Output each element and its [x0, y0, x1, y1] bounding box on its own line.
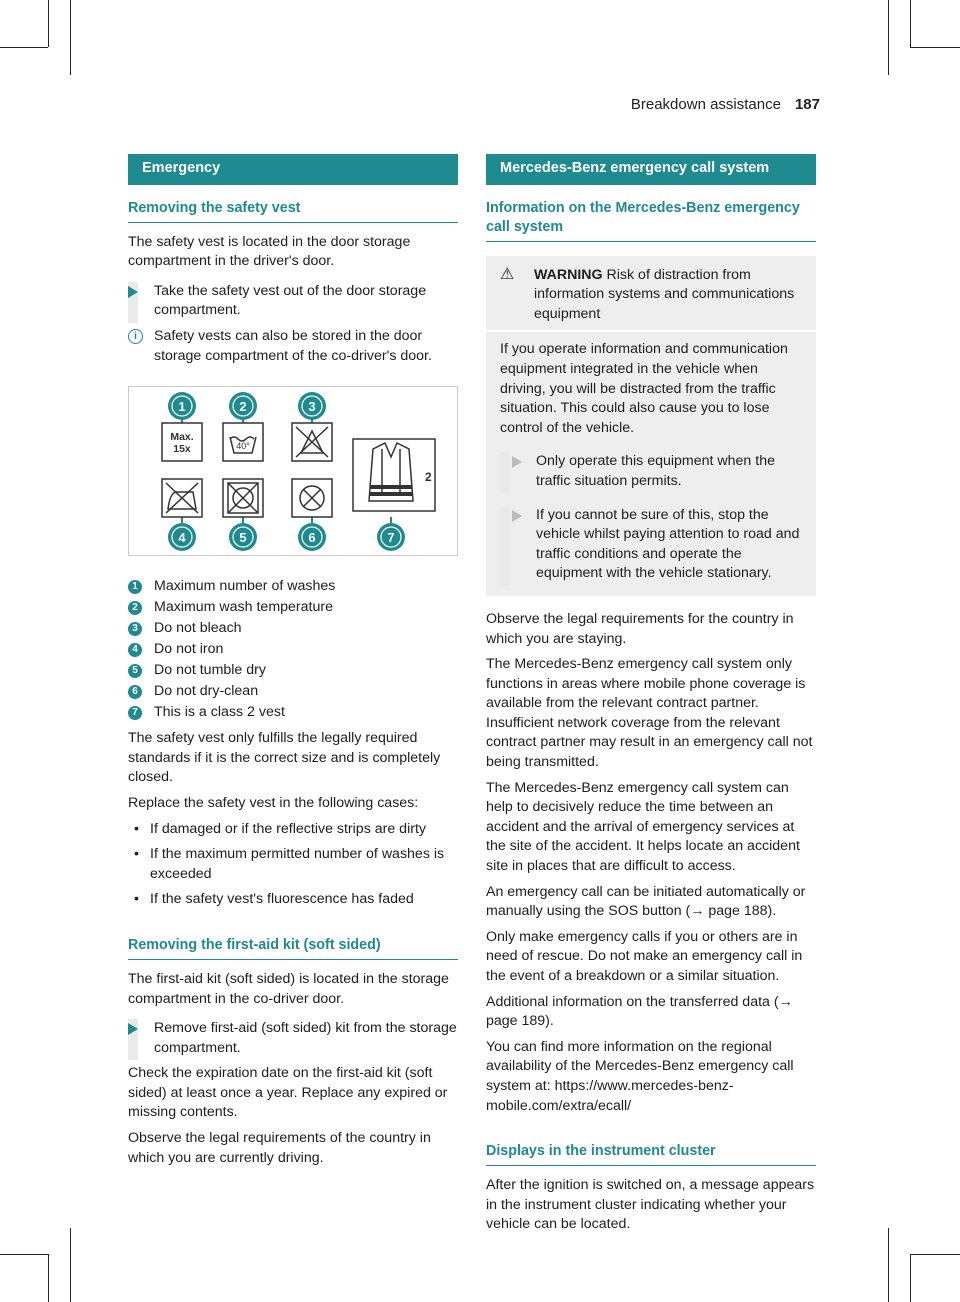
temp-label: 40°: [236, 441, 250, 452]
no-dry-clean-symbol: [292, 479, 332, 517]
paragraph: The Mercedes-Benz emergency call system can help to decisively reduce the time between an accident and the arrival of emergency services at the site of the accident. It helps locate an accident site in places that are difficult to access.: [486, 779, 800, 875]
no-bleach-symbol: [292, 423, 332, 461]
callout-6: [298, 523, 326, 551]
arrow-icon: [512, 510, 522, 522]
section-bar-emergency: Emergency: [128, 154, 458, 185]
warning-title: Risk of distraction from information systems and communications equipment: [534, 266, 795, 322]
svg-text:5: 5: [239, 530, 247, 546]
care-label-figure: [128, 386, 458, 556]
legend-item: 3 Do not bleach: [128, 618, 458, 639]
svg-text:1: 1: [178, 399, 186, 415]
crop-mark: [48, 1254, 49, 1302]
page-number: 187: [794, 96, 820, 113]
warning-step: If you cannot be sure of this, stop the vehicle whilst paying attention to road and traffic conditions and operate the equipment with the vehicle stationary.: [500, 506, 804, 584]
instruction-step: Remove first-aid (soft sided) kit from the storage compartment.: [128, 1019, 458, 1058]
callout-5: [229, 523, 257, 551]
list-item: • If damaged or if the reflective strips are dirty: [128, 820, 458, 840]
crop-mark: [910, 1254, 911, 1302]
no-tumble-dry-symbol: [223, 479, 263, 517]
paragraph: The safety vest only fulfills the legally required standards if it is the correct size and is completely closed.: [128, 730, 441, 786]
left-column: [128, 154, 458, 1168]
instruction-step: Take the safety vest out of the door storage compartment.: [128, 282, 458, 321]
warning-label: WARNING: [534, 266, 603, 283]
crop-mark: [910, 1254, 960, 1255]
warning-body: If you operate information and communication equipment integrated in the vehicle when driving, you will be distracted from the traffic situation. This could also cause you to lose control of the vehicle.: [500, 341, 788, 436]
svg-text:7: 7: [387, 530, 395, 546]
list-item: • If the maximum permitted number of washes is exceeded: [128, 845, 458, 884]
callout-1: [168, 392, 196, 420]
heading-instrument-cluster: Displays in the instrument cluster: [486, 1142, 816, 1166]
paragraph: You can find more information on the regional availability of the Mercedes-Benz emergency call system at: https://www.mercedes-benz-mobile.com/extra/ecall/: [486, 1038, 794, 1114]
crop-mark: [888, 1228, 889, 1302]
warning-step: Only operate this equipment when the traffic situation permits.: [500, 452, 804, 491]
paragraph: The Mercedes-Benz emergency call system only functions in areas where mobile phone coverage is available from the relevant contract partner. Insufficient network coverage from the relevant contract partner may result in an emergency call not being transmitted.: [486, 656, 813, 771]
crop-mark: [70, 0, 71, 75]
crop-mark: [910, 0, 911, 47]
warning-icon: ⚠: [500, 265, 515, 283]
page-header: [631, 96, 820, 113]
arrow-icon: [128, 286, 138, 298]
info-icon: i: [128, 329, 143, 344]
legend-item: 2 Maximum wash temperature: [128, 597, 458, 618]
svg-text:6: 6: [308, 530, 316, 546]
section-title: Breakdown assistance: [630, 96, 781, 113]
legend-item: 1 Maximum number of washes: [128, 576, 458, 597]
washes-label: 15x: [173, 443, 191, 456]
max-label: Max.: [170, 431, 194, 444]
crop-mark: [0, 47, 48, 48]
class-2-vest-symbol: [353, 439, 435, 511]
paragraph: Replace the safety vest in the following cases:: [128, 794, 419, 811]
svg-text:3: 3: [308, 399, 316, 415]
arrow-icon: [128, 1023, 138, 1035]
paragraph: Check the expiration date on the first-aid kit (soft sided) at least once a year. Replace any expired or missing contents.: [128, 1065, 448, 1121]
class-label: 2: [425, 470, 432, 485]
warning-box: [486, 256, 816, 596]
paragraph: The safety vest is located in the door storage compartment in the driver's door.: [128, 233, 411, 270]
legend-item: 7 This is a class 2 vest: [128, 702, 458, 723]
legend-list: [128, 576, 458, 723]
list-item: • If the safety vest's fluorescence has faded: [128, 890, 458, 910]
callout-7: [377, 523, 405, 551]
crop-mark: [48, 0, 49, 47]
legend-item: 6 Do not dry-clean: [128, 681, 458, 702]
section-bar-emergency-call: Mercedes-Benz emergency call system: [486, 154, 816, 185]
heading-first-aid-kit: Removing the first-aid kit (soft sided): [128, 936, 458, 960]
legend-item: 4 Do not iron: [128, 639, 458, 660]
paragraph: Additional information on the transferred data (→ page 189).: [486, 993, 793, 1030]
paragraph: After the ignition is switched on, a message appears in the instrument cluster indicating whether your vehicle can be located.: [486, 1177, 815, 1233]
paragraph: Observe the legal requirements for the country in which you are staying.: [486, 610, 794, 647]
callout-2: [229, 392, 257, 420]
heading-emergency-call-info: Information on the Mercedes-Benz emergency call system: [486, 199, 816, 242]
paragraph: An emergency call can be initiated automatically or manually using the SOS button (→ page 188).: [486, 883, 806, 920]
no-iron-symbol: [162, 479, 202, 517]
svg-text:4: 4: [178, 530, 186, 546]
paragraph: Observe the legal requirements of the country in which you are currently driving.: [128, 1130, 431, 1166]
crop-mark: [0, 1254, 48, 1255]
callout-3: [298, 392, 326, 420]
heading-removing-safety-vest: Removing the safety vest: [128, 199, 458, 223]
svg-text:2: 2: [239, 399, 247, 415]
crop-mark: [888, 0, 889, 75]
info-note: i Safety vests can also be stored in the door storage compartment of the co-driver's door.: [128, 327, 458, 366]
right-column: [486, 154, 816, 1235]
legend-item: 5 Do not tumble dry: [128, 660, 458, 681]
crop-mark: [910, 47, 960, 48]
callout-4: [168, 523, 196, 551]
crop-mark: [70, 1228, 71, 1302]
care-label-illustration: [129, 387, 459, 555]
paragraph: The first-aid kit (soft sided) is located in the storage compartment in the co-driver door.: [128, 970, 449, 1007]
paragraph: Only make emergency calls if you or others are in need of rescue. Do not make an emergency call in the event of a breakdown or a similar situation.: [486, 928, 803, 984]
arrow-icon: [512, 456, 522, 468]
